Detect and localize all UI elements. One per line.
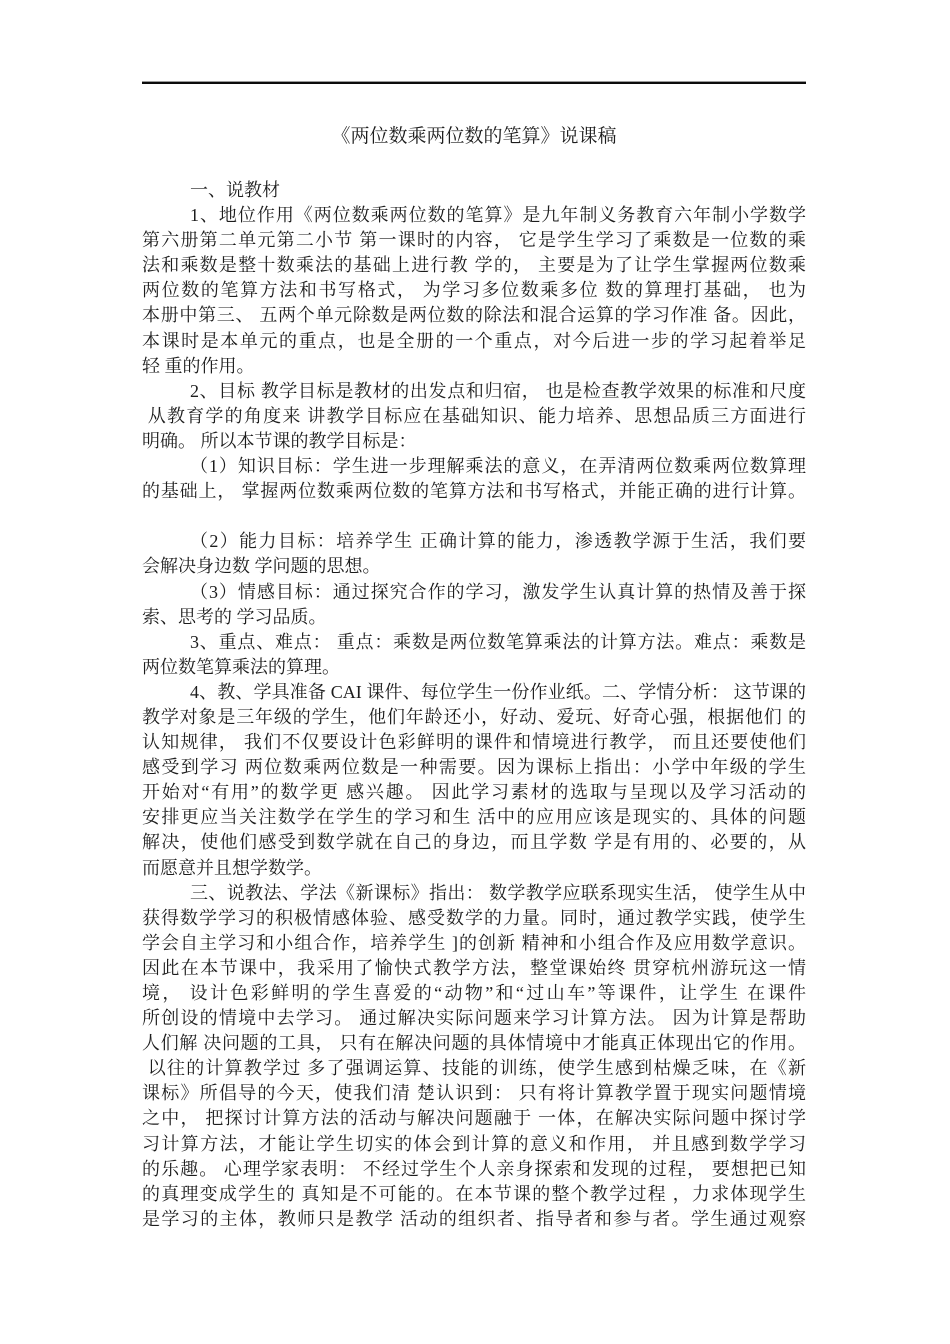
text-line: 从教育学的角度来 讲教学目标应在基础知识、能力培养、思想品质三方面进行: [142, 405, 806, 426]
document-content: [142, 124, 806, 1232]
text-line: 的基础上， 掌握两位数乘两位数的笔算方法和书写格式，并能正确的进行计算。: [142, 481, 806, 502]
text-line: 以往的计算教学过 多了强调运算、技能的训练，使学生感到枯燥乏味，在《新: [142, 1058, 806, 1079]
document-title: 《两位数乘两位数的笔算》说课稿: [331, 126, 617, 147]
text-line: 获得数学学习的积极情感体验、感受数学的力量。同时，通过教学实践，使学生: [142, 907, 806, 928]
text-line: 教学对象是三年级的学生，他们年龄还小，好动、爱玩、好奇心强，根据他们 的: [142, 706, 806, 727]
text-line: 的乐趣。 心理学家表明： 不经过学生个人亲身探索和发现的过程， 要想把已知: [142, 1158, 806, 1179]
document-body: [142, 178, 806, 1232]
text-line: 1、地位作用《两位数乘两位数的笔算》是九年制义务教育六年制小学数学: [190, 205, 806, 226]
text-line: 3、重点、难点： 重点：乘数是两位数笔算乘法的计算方法。难点：乘数是: [190, 631, 806, 652]
text-line: 认知规律， 我们不仅要设计色彩鲜明的课件和情境进行教学， 而且还要使他们: [142, 732, 806, 753]
text-line: 习计算方法，才能让学生切实的体会到计算的意义和作用， 并且感到数学学习: [142, 1133, 806, 1154]
text-line: 两位数的笔算方法和书写格式， 为学习多位数乘多位 数的算理打基础， 也为: [142, 280, 806, 301]
text-line: 两位数笔算乘法的算理。: [142, 656, 340, 677]
text-line: 三、说教法、学法《新课标》指出： 数学教学应联系现实生活， 使学生从中: [190, 882, 806, 903]
text-line: 2、目标 教学目标是教材的出发点和归宿， 也是检查教学效果的标准和尺度: [190, 380, 806, 401]
text-line: 第六册第二单元第二小节 第一课时的内容， 它是学生学习了乘数是一位数的乘: [142, 230, 806, 251]
text-line: 一、说教材: [190, 180, 280, 200]
text-line: 而愿意并且想学数学。: [142, 857, 322, 878]
text-line: 因此在本节课中，我采用了愉快式教学方法，整堂课始终 贯穿杭州游玩这一情: [142, 957, 806, 978]
text-line: 之中， 把探讨计算方法的活动与解决问题融于 一体，在解决实际问题中探讨学: [142, 1108, 806, 1129]
text-line: 本课时是本单元的重点，也是全册的一个重点，对今后进一步的学习起着举足: [142, 330, 806, 351]
text-line: 感受到学习 两位数乘两位数是一种需要。因为课标上指出：小学中年级的学生: [142, 757, 806, 778]
text-line: 本册中第三、 五两个单元除数是两位数的除法和混合运算的学习作准 备。因此，: [142, 305, 806, 326]
text-line: 明确。 所以本节课的教学目标是：: [142, 430, 417, 451]
text-line: （3）情感目标：通过探究合作的学习，激发学生认真计算的热情及善于探: [190, 581, 806, 602]
text-line: 的真理变成学生的 真知是不可能的。在本节课的整个教学过程 ，力求体现学生: [142, 1183, 806, 1204]
text-line: 人们解 决问题的工具， 只有在解决问题的具体情境中才能真正体现出它的作用。: [142, 1033, 806, 1054]
header-rule: [142, 81, 806, 84]
text-line: 解决，使他们感受到数学就在自己的身边，而且学数 学是有用的、必要的，从: [142, 832, 806, 853]
text-line: 轻 重的作用。: [142, 355, 255, 376]
text-line: 境， 设计色彩鲜明的学生喜爱的“动物”和“过山车”等课件，让学生 在课件: [142, 983, 806, 1003]
text-line: （1）知识目标：学生进一步理解乘法的意义，在弄清两位数乘两位数算理: [190, 456, 806, 477]
text-line: 会解决身边数 学问题的思想。: [142, 556, 381, 577]
text-line: 开始对“有用”的数学更 感兴趣。 因此学习素材的选取与呈现以及学习活动的: [142, 782, 806, 803]
text-line: （2）能力目标：培养学生 正确计算的能力，渗透教学源于生活，我们要: [190, 531, 806, 552]
text-line: 法和乘数是整十数乘法的基础上进行教 学的， 主要是为了让学生掌握两位数乘: [142, 255, 806, 276]
blank-line: [142, 504, 806, 529]
text-line: 学会自主学习和小组合作，培养学生 ]的创新 精神和小组合作及应用数学意识。: [142, 932, 806, 953]
text-line: 索、思考的 学习品质。: [142, 606, 327, 627]
text-line: 课标》所倡导的今天，使我们清 楚认识到： 只有将计算教学置于现实问题情境: [142, 1083, 806, 1104]
text-line: 安排更应当关注数学在学生的学习和生 活中的应用应该是现实的、具体的问题: [142, 807, 806, 828]
text-line: 是学习的主体，教师只是教学 活动的组织者、指导者和参与者。学生通过观察: [142, 1208, 806, 1229]
text-line: 所创设的情境中去学习。 通过解决实际问题来学习计算方法。 因为计算是帮助: [142, 1008, 806, 1029]
text-line: 4、教、学具准备 CAI 课件、每位学生一份作业纸。二、学情分析： 这节课的: [190, 681, 806, 702]
